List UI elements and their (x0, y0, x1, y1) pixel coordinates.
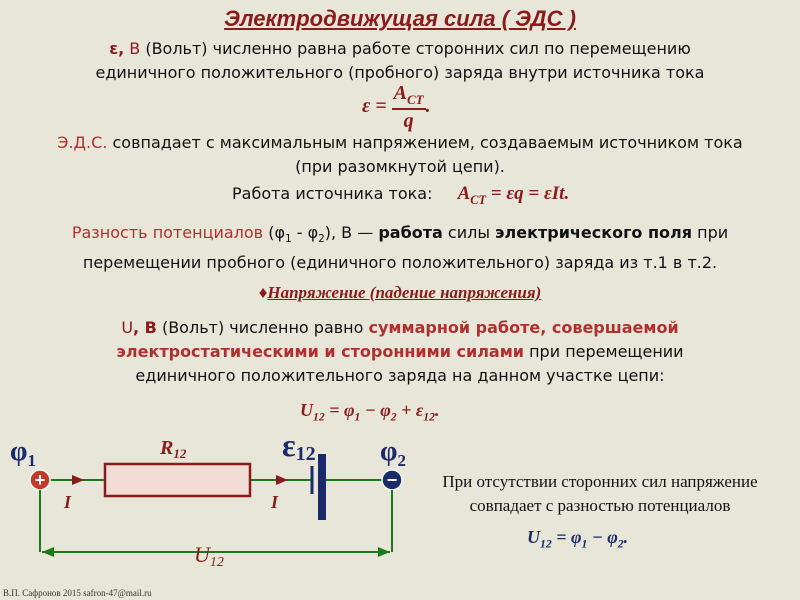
work-rest: = εq = εIt. (486, 183, 570, 204)
potential-middle: силы (442, 223, 496, 242)
u12-sub1: 1 (354, 410, 361, 424)
u12s-u: U (527, 527, 540, 547)
eds-paragraph (0, 131, 800, 179)
emf-def-line2: единичного положительного (пробного) заряда внутри источника тока (95, 63, 705, 82)
phi1-symbol: φ (10, 436, 28, 467)
u12-arrowhead-left-icon (42, 547, 54, 557)
note-line2: совпадает с разностью потенциалов (469, 496, 731, 515)
phi2-sub: 2 (397, 451, 406, 470)
potential-paragraph (0, 221, 800, 275)
u12-dot: . (434, 400, 440, 420)
emf-symbol: ε, (109, 39, 125, 58)
voltage-heading-text: Напряжение (падение напряжения) (267, 283, 542, 302)
phi1-sub: 1 (27, 451, 36, 470)
voltage-line3: единичного положительного заряда на данном участке цепи: (135, 366, 665, 385)
potential-sub1: 1 (285, 233, 292, 246)
potential-work-word: работа (378, 223, 443, 242)
phi1-label (10, 436, 36, 470)
terminal-minus-sign: − (386, 470, 398, 490)
u12-rest: = φ (324, 400, 355, 420)
potential-line2: перемещении пробного (единичного положительного) заряда из т.1 в т.2. (82, 253, 718, 273)
emf-num-sub: СТ (406, 92, 424, 107)
u12-simple-formula (527, 527, 628, 551)
emf-formula-eq: = (370, 95, 392, 118)
u12-plus: + ε (396, 400, 424, 420)
voltage-rest2: при перемещении (524, 342, 684, 361)
current-right-label: I (271, 492, 279, 512)
eps-sub: 12 (295, 443, 316, 465)
u12-label (194, 542, 224, 570)
note-line1: При отсутствии сторонних сил напряжение (442, 472, 758, 491)
eds-term: Э.Д.С. (57, 133, 108, 152)
work-a: A (457, 183, 471, 204)
emf-formula (362, 82, 431, 133)
page-title: Электродвижущая сила ( ЭДС ) (224, 6, 576, 31)
voltage-unit: , В (133, 318, 157, 337)
potential-term: Разность потенциалов (71, 223, 264, 242)
u12s-sub1: 1 (581, 537, 588, 551)
u12-minus: − φ (360, 400, 391, 420)
current-left-label: I (64, 492, 72, 512)
note (410, 470, 790, 518)
current-arrow-left-icon (72, 475, 84, 485)
u12s-dot: . (623, 527, 629, 547)
current-arrow-right-icon (276, 475, 288, 485)
eps-symbol: ε (282, 427, 296, 463)
circuit-diagram (0, 420, 420, 580)
potential-field: электрического поля (495, 223, 693, 242)
emf-denominator: q (403, 110, 414, 132)
source-work-label: Работа источника тока: (232, 184, 433, 203)
u12-label-sub: 12 (209, 555, 224, 570)
voltage-definition (0, 316, 800, 388)
footer-credit: В.П. Сафронов 2015 safron-47@mail.ru (3, 588, 152, 598)
u12s-sub2: 2 (617, 537, 624, 551)
bullet-icon: ♦ (258, 283, 268, 302)
potential-tail: при (692, 223, 729, 242)
emf-unit: В (124, 39, 141, 58)
voltage-u: U (121, 318, 134, 337)
eds-line1: совпадает с максимальным напряжением, создаваемым источником тока (107, 133, 743, 152)
u12-sub2: 2 (390, 410, 397, 424)
u12-symbol: U (194, 542, 210, 567)
u12s-minus: − φ (587, 527, 618, 547)
voltage-rest1: (Вольт) численно равно (156, 318, 369, 337)
emf-formula-dot: . (425, 95, 431, 118)
battery-short-plate (318, 454, 326, 520)
source-work (232, 182, 569, 212)
resistor (105, 464, 250, 496)
potential-sub2: 2 (318, 233, 325, 246)
potential-p1: (φ (263, 223, 285, 242)
source-work-formula (457, 183, 570, 207)
phi2-symbol: φ (380, 436, 398, 467)
terminal-plus-sign: + (34, 470, 46, 490)
eds-line2: (при разомкнутой цепи). (295, 157, 505, 176)
voltage-red1: суммарной работе, совершаемой (368, 318, 679, 337)
emf-definition (0, 37, 800, 85)
voltage-red2: электростатическими и сторонними силами (116, 342, 524, 361)
emf-label (282, 427, 316, 465)
u12-sub3: 12 (423, 410, 435, 424)
voltage-heading (0, 283, 800, 303)
u12-u: U (300, 400, 313, 420)
work-a-sub: СТ (470, 192, 487, 207)
u12-u-sub: 12 (313, 410, 325, 424)
emf-formula-lhs: ε (362, 95, 371, 118)
emf-numerator (392, 82, 426, 110)
potential-mid: - φ (291, 223, 319, 242)
emf-def-line1: (Вольт) численно равна работе сторонних сил по перемещению (140, 39, 691, 58)
u12s-rest: = φ (551, 527, 582, 547)
u12-arrowhead-right-icon (378, 547, 390, 557)
r-sub: 12 (173, 446, 187, 461)
emf-fraction (392, 82, 426, 133)
r-symbol: R (160, 437, 174, 459)
resistor-label (159, 437, 187, 461)
u12s-u-sub: 12 (540, 537, 552, 551)
emf-num-a: A (393, 82, 407, 104)
potential-p2: ), В — (324, 223, 374, 242)
phi2-label (380, 436, 406, 470)
